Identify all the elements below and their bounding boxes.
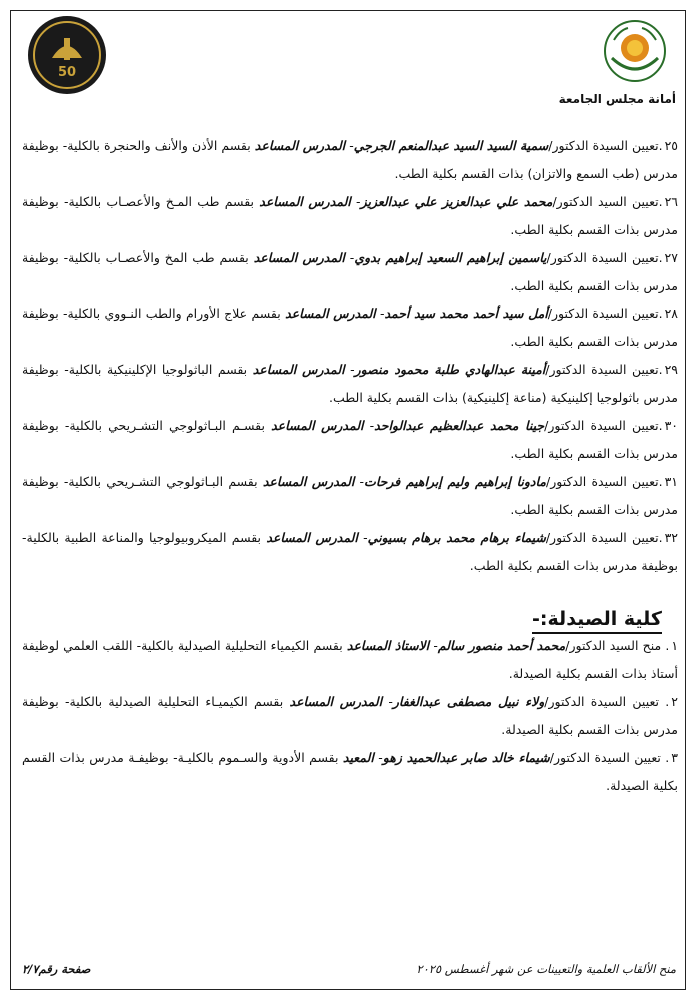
list-item: ٢٧.تعيين السيدة الدكتور/ياسمين إبراهيم السعيد إبراهيم بدوي- المدرس المساعد بقسم طب المخ والأعصـاب بالكلية- بوظيفة مدرس بذات القسم بكلية الطب. [22,250,678,293]
university-logo [600,18,670,88]
list-item: ٢٩.تعيين السيدة الدكتور/أمينة عبدالهادي طلبة محمود منصور- المدرس المساعد بقسم الباثولوجيا الإكلينيكية بالكلية- بوظيفة مدرس باثولوجيا إكلينيكية (مناعة إكلينيكية) بذات القسم بكلية الطب. [22,362,678,405]
list-item: ٣٢.تعيين السيدة الدكتور/شيماء برهام محمد برهام بسيوني- المدرس المساعد بقسم الميكروبيولوجيا والمناعة الطبية بالكلية- بوظيفة مدرس بذات القسم بكلية الطب. [22,530,678,573]
anniversary-number: 50 [57,65,77,80]
list-item: ٣. تعيين السيدة الدكتور/شيماء خالد صابر عبدالحميد زهو- المعيد بقسم الأدوية والسـموم بالكليـة- بوظيفـة مدرس بذات القسم بكلية الصيدلة. [22,750,678,793]
section-heading-pharmacy: كلية الصيدلة:- [22,608,678,630]
list-item: ٢. تعيين السيدة الدكتور/ولاء نبيل مصطفى عبدالغفار- المدرس المساعد بقسم الكيميـاء التحليلية الصيدلية بالكلية- بوظيفة مدرس بذات القسم بكلية الصيدلة. [22,694,678,737]
page-number: صفحة رقم٢/٧ [22,962,91,976]
list-item: ٢٥.تعيين السيدة الدكتور/سمية السيد السيد عبدالمنعم الجرجي- المدرس المساعد بقسم الأذن والأنف والحنجرة بالكلية- بوظيفة مدرس (طب السمع والاتزان) بذات القسم بكلية الطب. [22,138,679,181]
footer [22,962,676,976]
council-secretariat-title: أمانة مجلس الجامعة [558,92,676,106]
document-body [22,132,678,800]
anniversary-logo [26,14,108,96]
list-item: ١. منح السيد الدكتور/محمد أحمد منصور سالم- الاستاذ المساعد بقسم الكيمياء التحليلية الصيدلية بالكلية- اللقب العلمي لوظيفة أستاذ بذات القسم بكلية الصيدلة. [22,638,679,681]
list-item: ٣١.تعيين السيدة الدكتور/مادونا إبراهيم وليم إبراهيم فرحات- المدرس المساعد بقسم البـاثولوجي التشـريحي بالكلية- بوظيفة مدرس بذات القسم بكلية الطب. [22,474,679,517]
list-item: ٢٦.تعيين السيد الدكتور/محمد علي عبدالعزيز علي عبدالعزيز- المدرس المساعد بقسم طب المـخ والأعصـاب بالكلية- بوظيفة مدرس بذات القسم بكلية الطب. [22,194,678,237]
footer-caption: منح الألقاب العلمية والتعيينات عن شهر أغسطس ٢٠٢٥ [416,962,676,976]
list-item: ٢٨.تعيين السيدة الدكتور/أمل سيد أحمد محمد سيد أحمد- المدرس المساعد بقسم علاج الأورام والطب النـووي بالكلية- بوظيفة مدرس بذات القسم بكلية الطب. [22,306,678,349]
header [0,0,698,120]
list-item: ٣٠.تعيين السيدة الدكتور/جينا محمد عبدالعظيم عبدالواحد- المدرس المساعد بقسـم البـاثولوجي التشـريحي بالكلية- بوظيفة مدرس بذات القسم بكلية الطب. [22,418,678,461]
